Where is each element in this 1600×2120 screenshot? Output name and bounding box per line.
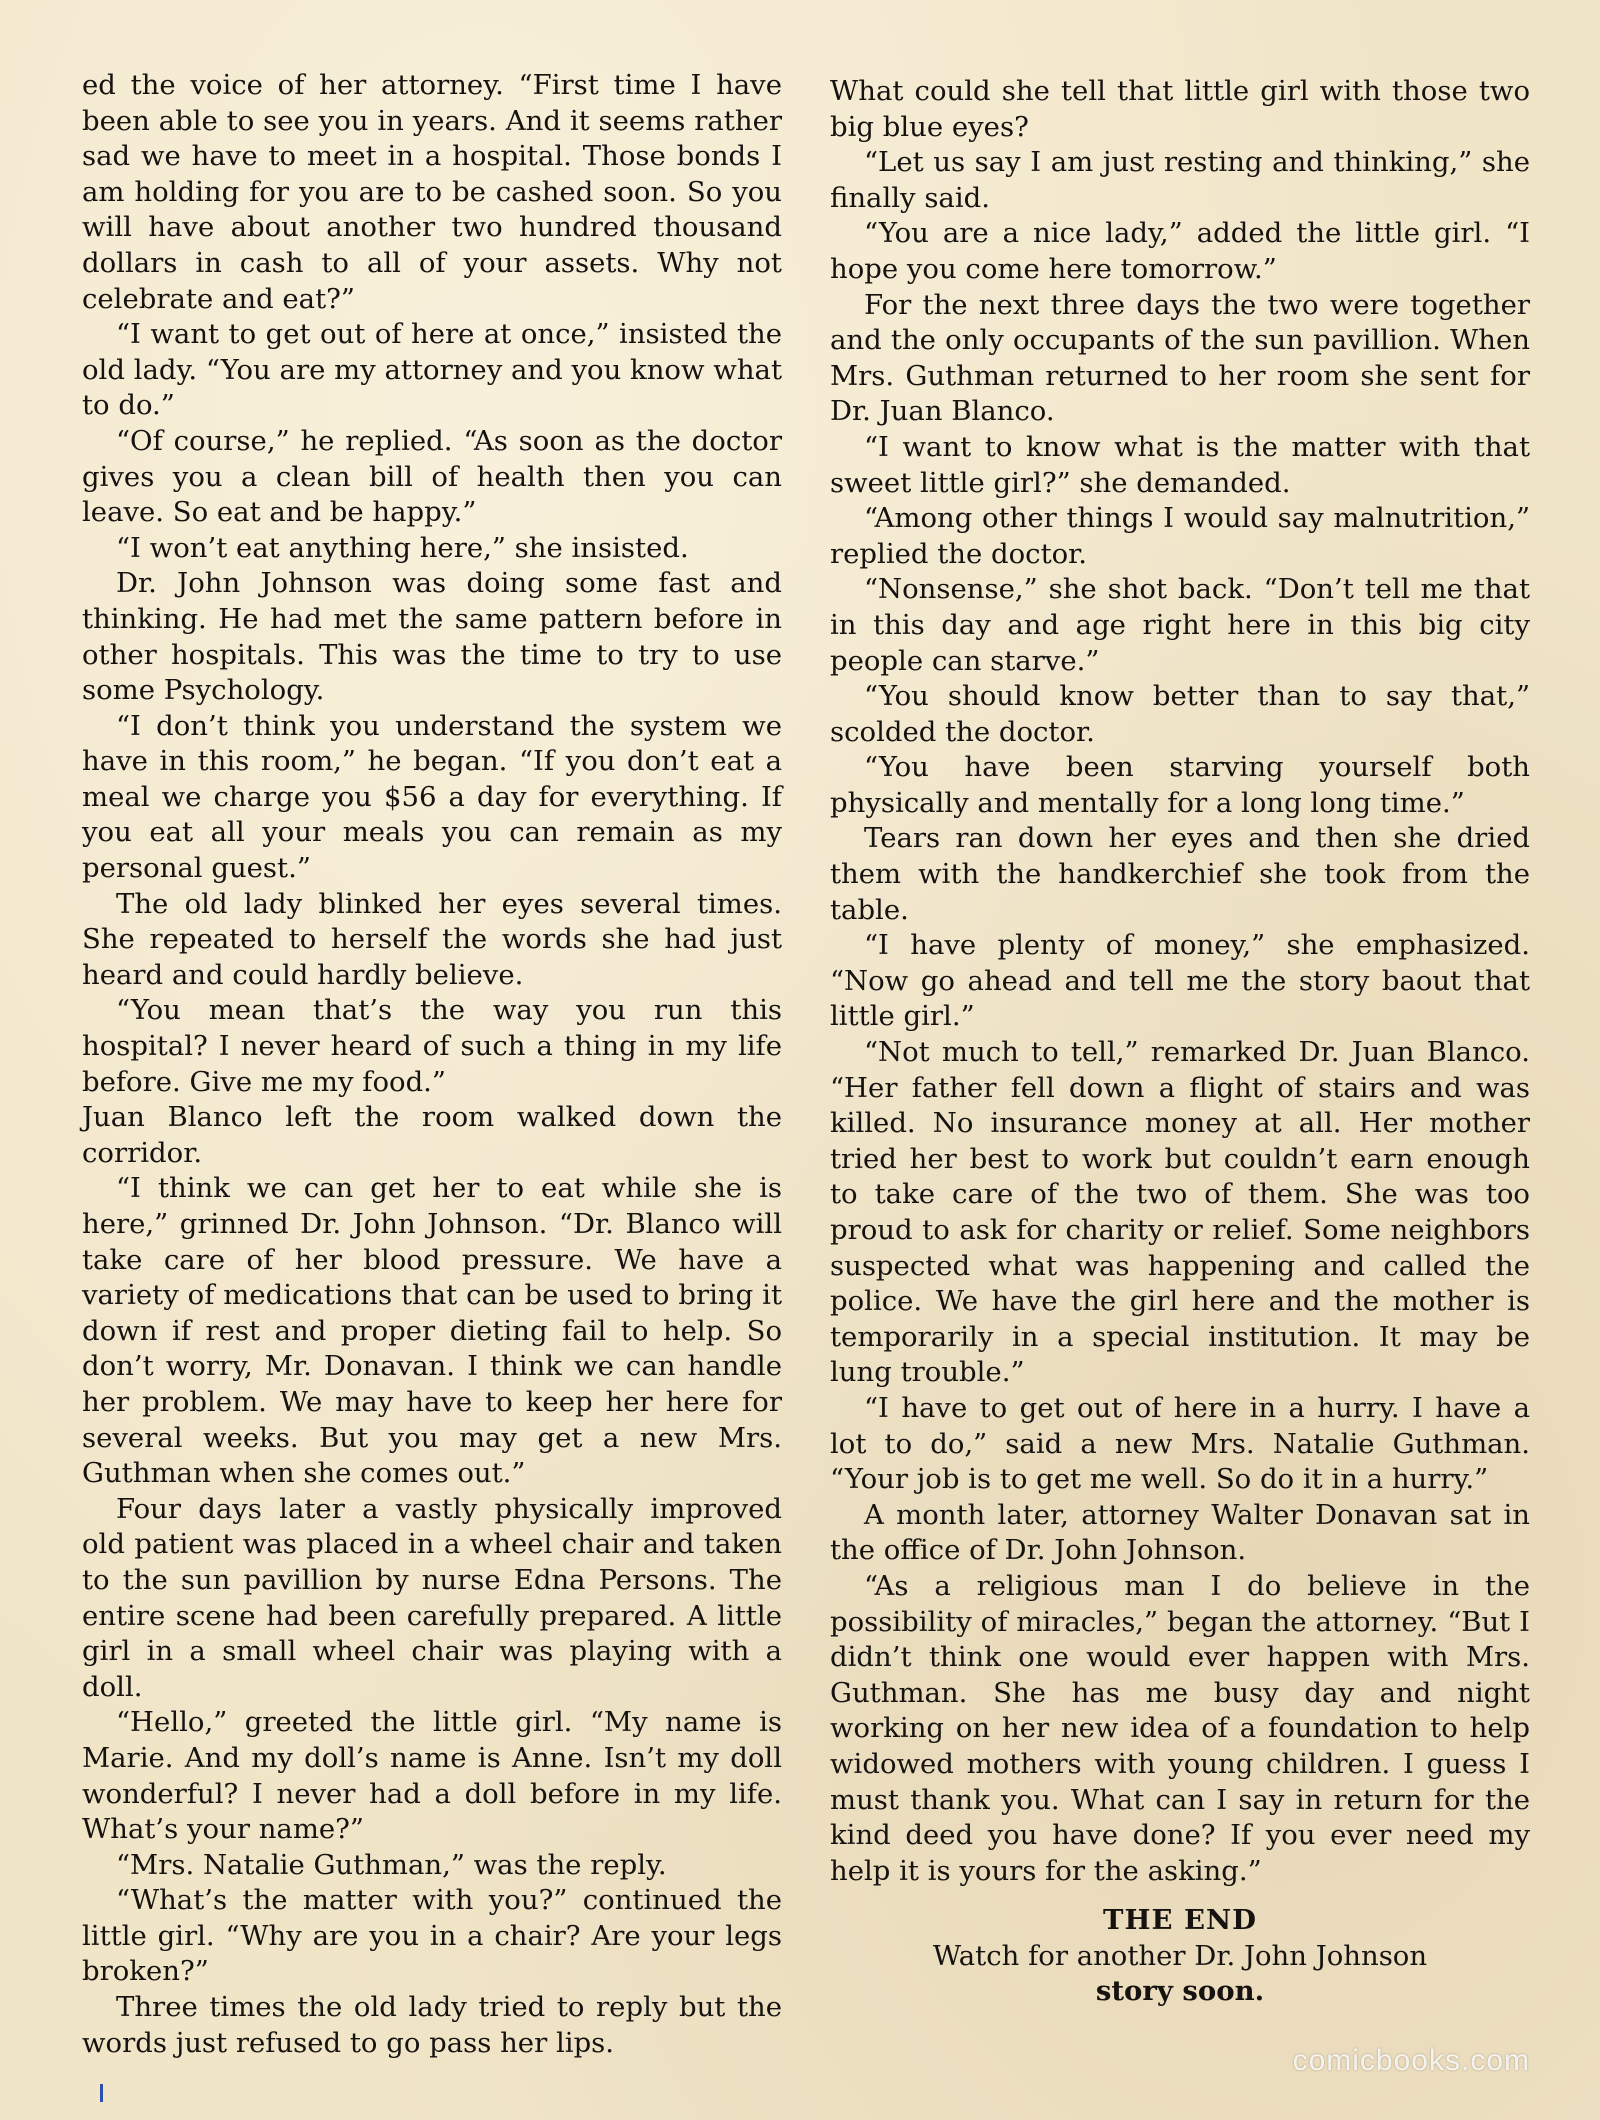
paragraph: ed the voice of her attorney. “First time I have been able to see you in years. And it seems rather sad we have to meet in a hospital. Those bonds I am holding for you are to be cashed soon. So you will have about another two hundred thousand dollars in cash to all of your assets. Why not celebrate and eat?” <box>82 69 782 315</box>
ending-teaser-line-2: story soon. <box>1095 1975 1265 2008</box>
right-text-column <box>830 74 1530 2010</box>
page-edge-mark <box>100 2084 103 2102</box>
the-end-title: THE END <box>1103 1904 1257 1937</box>
paragraph: Juan Blanco left the room walked down the corridor. <box>82 1101 782 1169</box>
paragraph: Tears ran down her eyes and then she dried them with the handkerchief she took from the table. <box>830 822 1530 926</box>
paragraph: Four days later a vastly physically improved old patient was placed in a wheel chair and taken to the sun pavillion by nurse Edna Persons. The entire scene had been carefully prepared. A little girl in a small wheel chair was playing with a doll. <box>82 1492 782 1703</box>
left-text-column <box>82 68 782 2061</box>
paragraph: “As a religious man I do believe in the possibility of miracles,” began the attorney. “But I didn’t think one would ever happen with Mrs. Guthman. She has me busy day and night working on her new idea of a foundation to help widowed mothers with young children. I guess I must thank you. What can I say in return for the kind deed you have done? If you ever need my help it is yours for the asking.” <box>830 1569 1530 1887</box>
paragraph: “Mrs. Natalie Guthman,” was the reply. <box>116 1848 667 1881</box>
paragraph: “Hello,” greeted the little girl. “My name is Marie. And my doll’s name is Anne. Isn’t my doll wonderful? I never had a doll before in my life. What’s your name?” <box>82 1706 782 1846</box>
story-ending <box>830 1903 1530 2010</box>
paragraph: “You should know better than to say that,” scolded the doctor. <box>830 680 1530 748</box>
paragraph: “You mean that’s the way you run this hospital? I never heard of such a thing in my life before. Give me my food.” <box>82 994 782 1098</box>
paragraph: “Among other things I would say malnutrition,” replied the doctor. <box>830 502 1530 570</box>
paragraph: “I have to get out of here in a hurry. I have a lot to do,” said a new Mrs. Natalie Guthman. “Your job is to get me well. So do it in a hurry.” <box>830 1391 1530 1496</box>
paragraph: “I won’t eat anything here,” she insisted. <box>116 531 689 564</box>
paragraph: Dr. John Johnson was doing some fast and thinking. He had met the same pattern before in other hospitals. This was the time to try to use some Psychology. <box>82 567 782 707</box>
paragraph: “Not much to tell,” remarked Dr. Juan Blanco. “Her father fell down a flight of stairs and was killed. No insurance money at all. Her mother tried her best to work but couldn’t earn enough to take care of the two of them. She was too proud to ask for charity or relief. Some neighbors suspected what was happening and called the police. We have the girl here and the mother is temporarily in a special institution. It may be lung trouble.” <box>830 1036 1530 1389</box>
paragraph: The old lady blinked her eyes several times. She repeated to herself the words she had just heard and could hardly believe. <box>82 887 782 991</box>
paragraph: “I think we can get her to eat while she is here,” grinned Dr. John Johnson. “Dr. Blanco will take care of her blood pressure. We have a variety of medications that can be used to bring it down if rest and proper dieting fail to help. So don’t worry, Mr. Donavan. I think we can handle her problem. We may have to keep her here for several weeks. But you may get a new Mrs. Guthman when she comes out.” <box>82 1172 782 1490</box>
ending-teaser-line-1: Watch for another Dr. John Johnson <box>932 1939 1428 1972</box>
paragraph: A month later, attorney Walter Donavan sat in the office of Dr. John Johnson. <box>830 1498 1530 1567</box>
paragraph: “I don’t think you understand the system we have in this room,” he began. “If you don’t eat a meal we charge you $56 a day for everything. If you eat all your meals you can remain as my personal guest.” <box>82 709 782 885</box>
paragraph: Three times the old lady tried to reply but the words just refused to go pass her lips. <box>82 1991 782 2059</box>
paragraph: “I want to know what is the matter with that sweet little girl?” she demanded. <box>830 430 1530 499</box>
paragraph: For the next three days the two were together and the only occupants of the sun pavillion. When Mrs. Guthman returned to her room she sent for Dr. Juan Blanco. <box>830 288 1530 428</box>
paragraph: “I have plenty of money,” she emphasized. “Now go ahead and tell me the story baout that little girl.” <box>830 929 1530 1033</box>
paragraph: “I want to get out of here at once,” insisted the old lady. “You are my attorney and you know what to do.” <box>82 318 782 422</box>
paragraph: “Let us say I am just resting and thinking,” she finally said. <box>830 146 1530 214</box>
paragraph: “You have been starving yourself both physically and mentally for a long long time.” <box>830 751 1530 819</box>
paragraph: “You are a nice lady,” added the little girl. “I hope you come here tomorrow.” <box>830 217 1530 285</box>
paragraph: “What’s the matter with you?” continued the little girl. “Why are you in a chair? Are your legs broken?” <box>82 1884 782 1988</box>
paragraph: “Of course,” he replied. “As soon as the doctor gives you a clean bill of health then you can leave. So eat and be happy.” <box>82 424 782 529</box>
paragraph: What could she tell that little girl with those two big blue eyes? <box>830 75 1530 143</box>
site-watermark: comicbooks.com <box>1292 2044 1530 2077</box>
paragraph: “Nonsense,” she shot back. “Don’t tell me that in this day and age right here in this big city people can starve.” <box>830 573 1530 677</box>
